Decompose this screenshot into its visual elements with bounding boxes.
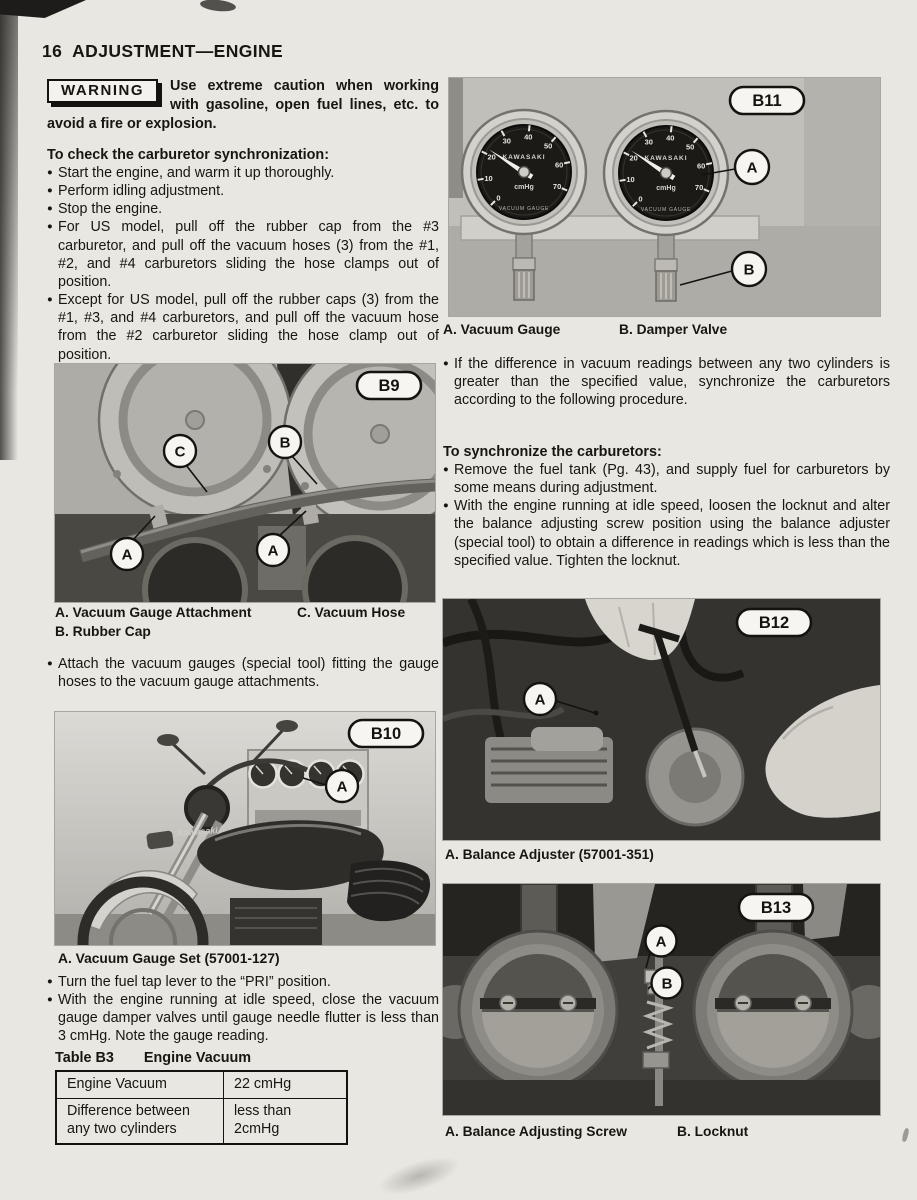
bullet-text: With the engine running at idle speed, loosen the locknut and alter the balance adjusting screw position using the balance adjuster (special tool) to obtain a difference in readings which is less than the specified value. Tighten the locknut. (454, 498, 890, 569)
bullet-item (47, 973, 439, 991)
table-label: Table B3 (55, 1050, 114, 1066)
balance-adjuster-photo (443, 599, 880, 840)
figure-b13-photo (443, 884, 880, 1115)
warning-block (47, 77, 439, 134)
figure-b13-captions (445, 1123, 885, 1141)
bullet-text: Stop the engine. (58, 201, 163, 218)
figure-b10-caption: A. Vacuum Gauge Set (57001-127) (58, 951, 280, 966)
section-heading: To check the carburetor synchronization: (47, 147, 330, 163)
table-row (57, 1099, 346, 1143)
figure-badge-label: B10 (370, 725, 402, 743)
figure-b12-photo (443, 599, 880, 840)
callout-letter: B (279, 434, 291, 452)
callout-b-icon (732, 252, 766, 286)
table-row (57, 1072, 346, 1099)
callout-a-icon (735, 150, 769, 184)
callout-a-icon (257, 534, 289, 566)
callout-letter: A (655, 933, 667, 951)
bullet-item (47, 218, 439, 291)
callout-a-icon (524, 683, 556, 715)
caption-item: A. Vacuum Gauge Attachment (55, 605, 252, 620)
bullet-item (47, 182, 439, 200)
table-b3-title (55, 1050, 251, 1066)
bullet-item (443, 497, 890, 570)
bullet-icon: ● (443, 358, 449, 369)
table-b3 (55, 1070, 348, 1145)
difference-paragraph (443, 355, 890, 409)
scan-artifact (0, 0, 18, 460)
page-title: 16 ADJUSTMENT—ENGINE (42, 41, 284, 61)
bullet-item (47, 291, 439, 364)
bullet-item (47, 655, 439, 691)
callout-a-icon (111, 538, 143, 570)
caption-item: B. Rubber Cap (55, 623, 151, 639)
caption-item: B. Damper Valve (619, 322, 728, 337)
bullet-icon: ● (47, 294, 53, 306)
callout-letter: B (661, 975, 673, 993)
callout-c-icon (164, 435, 196, 467)
callout-letter: B (743, 261, 755, 279)
callout-letter: A (336, 778, 348, 796)
table-cell-item: Difference between any two cylinders (57, 1099, 224, 1143)
bullet-icon: ● (47, 203, 53, 215)
check-sync-section (47, 147, 439, 364)
figure-badge (357, 372, 421, 399)
bullet-item (443, 355, 890, 409)
attach-gauges-paragraph (47, 655, 439, 691)
bullet-item (47, 164, 439, 182)
figure-badge-label: B9 (378, 377, 400, 395)
figure-badge-label: B13 (760, 899, 792, 917)
tank-brand-label: Kawasaki (176, 825, 219, 838)
warning-text: Use extreme caution when working with gasoline, open fuel lines, etc. to avoid a fire or explosion. (47, 78, 439, 133)
bullet-text: With the engine running at idle speed, close the vacuum gauge damper valves until gauge needle flutter is less than 3 cmHg. Note the gauge reading. (58, 992, 439, 1045)
scan-artifact (0, 0, 86, 18)
bullet-text: Except for US model, pull off the rubber caps (3) from the #1, #3, and #4 carburetors, and pull off the vacuum hose from the #2 carburetor sliding the hose clamp out of position. (58, 292, 439, 363)
bullet-icon: ● (47, 994, 53, 1006)
scan-artifact (357, 1139, 482, 1200)
figure-b11-captions (443, 321, 883, 339)
figure-badge-label: B12 (758, 614, 790, 632)
callout-letter: A (267, 542, 279, 560)
figure-badge (349, 720, 423, 747)
motorcycle-gauge-set-photo (55, 712, 435, 945)
scan-artifact (200, 0, 237, 13)
vacuum-gauges-photo (449, 78, 880, 316)
callout-letter: A (746, 159, 758, 177)
bullet-text: Perform idling adjustment. (58, 183, 225, 200)
figure-b9-photo (55, 364, 435, 602)
table-cell-item: Engine Vacuum (57, 1072, 224, 1098)
callout-b-icon (269, 426, 301, 458)
callout-a-icon (326, 770, 358, 802)
bullet-text: Remove the fuel tank (Pg. 43), and supply fuel for carburetors by some means during adjustment. (454, 462, 890, 497)
carburetor-tops-photo (55, 364, 435, 602)
bullet-icon: ● (47, 976, 53, 987)
figure-badge-label: B11 (752, 92, 782, 110)
callout-letter: A (121, 546, 133, 564)
scan-artifact (901, 1128, 909, 1143)
bullet-icon: ● (47, 185, 53, 197)
section-heading: To synchronize the carburetors: (443, 444, 662, 460)
caption-item: B. Locknut (677, 1124, 749, 1139)
bullet-icon: ● (47, 221, 53, 233)
bullet-text: Start the engine, and warm it up thoroughly. (58, 165, 335, 181)
bullet-icon: ● (443, 464, 449, 475)
figure-b9-captions (55, 604, 437, 641)
bullet-text: Attach the vacuum gauges (special tool) fitting the gauge hoses to the vacuum gauge attachments. (58, 656, 439, 691)
sync-section (443, 444, 890, 570)
carburetor-bore (459, 931, 617, 1089)
callout-letter: A (534, 691, 546, 709)
bullet-text: For US model, pull off the rubber cap from the #3 carburetor, and pull off the vacuum hoses (3) from the #1, #2, and #4 carburetors sliding the hose clamps out of position. (58, 219, 439, 290)
figure-badge (730, 87, 804, 114)
fuel-tap-paragraphs (47, 973, 439, 1046)
bullet-item (47, 200, 439, 218)
figure-b11-photo (449, 78, 880, 316)
bullet-icon: ● (443, 500, 449, 512)
carburetor-bore (694, 931, 852, 1089)
figure-badge (739, 894, 813, 921)
caption-item: C. Vacuum Hose (297, 605, 406, 620)
figure-b12-caption: A. Balance Adjuster (57001-351) (445, 847, 654, 862)
bullet-icon: ● (47, 167, 53, 178)
table-cell-value: less than 2cmHg (234, 1103, 292, 1137)
callout-a-icon (646, 926, 677, 957)
figure-badge (737, 609, 811, 636)
balance-screw-photo (443, 884, 880, 1115)
bullet-icon: ● (47, 658, 53, 669)
bullet-text: If the difference in vacuum readings between any two cylinders is greater than the specified value, synchronize the carburetors according to the following procedure. (454, 356, 890, 409)
bullet-item (443, 461, 890, 497)
callout-letter: C (174, 443, 186, 461)
caption-item: A. Balance Adjusting Screw (445, 1124, 627, 1139)
table-title: Engine Vacuum (143, 1050, 252, 1066)
caption-item: A. Vacuum Gauge (443, 322, 561, 337)
callout-b-icon (652, 968, 683, 999)
bullet-item (47, 991, 439, 1045)
warning-label: WARNING (47, 79, 158, 103)
table-cell-value: 22 cmHg (234, 1076, 292, 1092)
figure-b10-photo (55, 712, 435, 945)
bullet-text: Turn the fuel tap lever to the “PRI” position. (58, 974, 331, 990)
